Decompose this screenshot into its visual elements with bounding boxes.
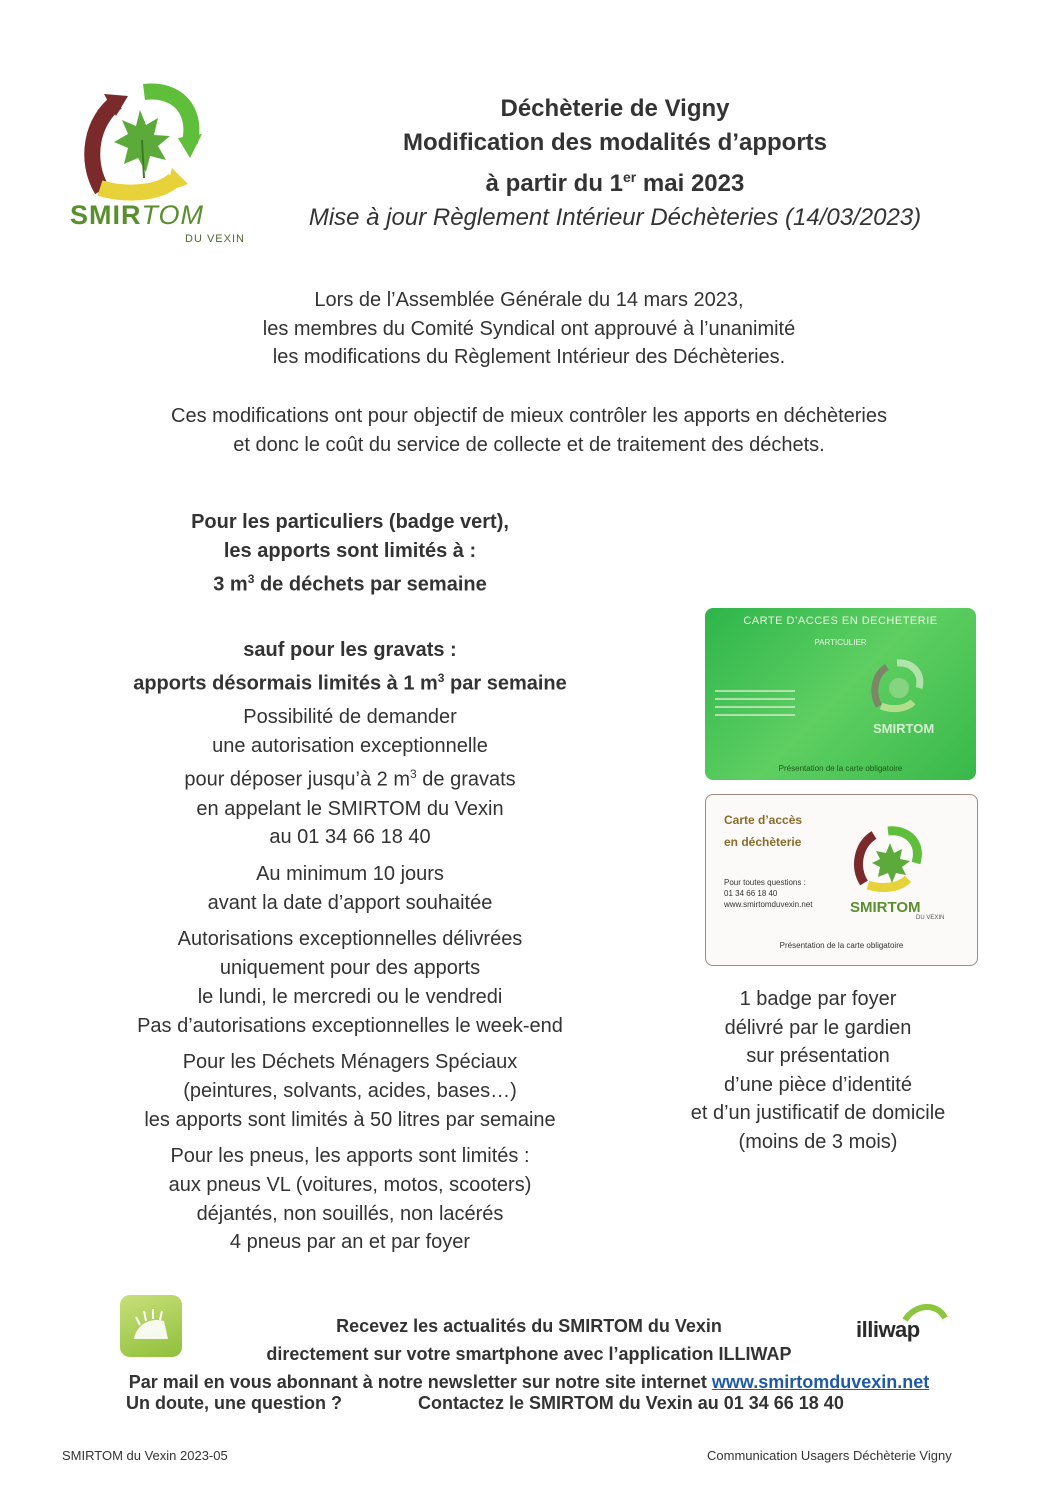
rule-line: Possibilité de demander xyxy=(243,705,457,728)
rules-column xyxy=(70,508,630,1265)
page-footer-left: SMIRTOM du Vexin 2023-05 xyxy=(62,1448,228,1463)
logo-name-b: TOM xyxy=(141,200,204,230)
page-header xyxy=(250,92,980,235)
rule-sup: 3 xyxy=(247,572,255,587)
intro-line: les modifications du Règlement Intérieur des Déchèteries. xyxy=(272,346,786,368)
rule-line: Au minimum 10 jours xyxy=(256,863,444,885)
card-logo-text: SMIRTOM xyxy=(850,899,921,916)
white-access-card xyxy=(705,794,978,966)
intro-line: Lors de l’Assemblée Générale du 14 mars 2023, xyxy=(314,289,744,311)
card-footer: Présentation de la carte obligatoire xyxy=(778,764,903,773)
card-info-line: Pour toutes questions : xyxy=(724,878,806,887)
rule-particuliers xyxy=(70,508,630,600)
rule-line: Autorisations exceptionnelles délivrées xyxy=(177,928,523,951)
question-text: Un doute, une question ? xyxy=(126,1393,342,1413)
rule-line: aux pneus VL (voitures, motos, scooters) xyxy=(168,1174,532,1197)
rule-text: de déchets par semaine xyxy=(254,574,487,597)
card-subtitle: PARTICULIER xyxy=(814,638,867,647)
badge-line: délivré par le gardien xyxy=(724,1016,912,1039)
card-info xyxy=(724,877,812,910)
badge-line: et d’un justificatif de domicile xyxy=(690,1102,946,1124)
smirtom-logo-icon xyxy=(846,825,936,905)
rule-line: Pas d’autorisations exceptionnelles le week-end xyxy=(137,1014,563,1037)
rule-days xyxy=(70,925,630,1040)
rule-line: le lundi, le mercredi ou le vendredi xyxy=(197,985,503,1008)
rule-line xyxy=(70,664,630,698)
rule-line: une autorisation exceptionnelle xyxy=(212,734,488,757)
header-title: Déchèterie de Vigny xyxy=(500,95,730,122)
contact-text: Contactez le SMIRTOM du Vexin au 01 34 66 18 40 xyxy=(418,1393,844,1413)
footer-info xyxy=(40,1312,1018,1396)
rule-pneus xyxy=(70,1142,630,1257)
footer-line xyxy=(40,1368,1018,1396)
footer-line: Recevez les actualités du SMIRTOM du Vexin xyxy=(336,1316,722,1336)
card-footer: Présentation de la carte obligatoire xyxy=(779,941,904,950)
card-logo-text: SMIRTOM xyxy=(873,721,935,736)
rule-text: pour déposer jusqu’à 2 m xyxy=(184,768,411,791)
smirtom-logo-icon xyxy=(865,658,935,728)
rule-line: Pour les Déchets Ménagers Spéciaux xyxy=(182,1051,518,1074)
rule-text: par semaine xyxy=(444,673,567,696)
rule-text: 3 m xyxy=(213,574,248,597)
intro-line: Ces modifications ont pour objectif de mieux contrôler les apports en déchèteries xyxy=(171,405,887,427)
page-footer-right: Communication Usagers Déchèterie Vigny xyxy=(707,1448,952,1463)
footer-line: directement sur votre smartphone avec l’application ILLIWAP xyxy=(266,1344,792,1364)
website-link[interactable]: www.smirtomduvexin.net xyxy=(711,1372,930,1392)
badge-line: d’une pièce d’identité xyxy=(724,1073,912,1096)
rule-line: Pour les particuliers (badge vert), xyxy=(191,511,509,533)
header-line2: Modification des modalités d’apports xyxy=(402,129,828,156)
rule-phone: au 01 34 66 18 40 xyxy=(269,826,431,849)
rule-text: apports désormais limités à 1 m xyxy=(133,673,438,696)
rule-line: 4 pneus par an et par foyer xyxy=(229,1231,471,1254)
badge-line: (moins de 3 mois) xyxy=(738,1130,898,1153)
rule-sup: 3 xyxy=(410,767,417,782)
rule-sup: 3 xyxy=(437,671,445,686)
illiwap-logo-text: illiwap xyxy=(856,1317,920,1342)
rule-gravats xyxy=(70,636,630,699)
intro-line: les membres du Comité Syndical ont approuvé à l’unanimité xyxy=(262,317,796,340)
card-title-line: Carte d’accès xyxy=(724,813,803,827)
rule-line: en appelant le SMIRTOM du Vexin xyxy=(196,797,504,820)
intro-line: et donc le coût du service de collecte et de traitement des déchets. xyxy=(233,433,825,456)
rule-line: les apports sont limités à : xyxy=(223,539,477,562)
rule-line: (peintures, solvants, acides, bases…) xyxy=(183,1079,517,1102)
rule-line xyxy=(70,565,630,599)
rule-dms xyxy=(70,1048,630,1134)
card-logo-subtitle: DU VEXIN xyxy=(916,915,945,921)
green-access-card xyxy=(705,608,976,780)
header-line3-a: à partir du 1 xyxy=(485,170,624,197)
badge-info xyxy=(648,985,988,1156)
badge-line: sur présentation xyxy=(746,1045,890,1067)
rule-line: uniquement pour des apports xyxy=(219,957,481,980)
rule-line: sauf pour les gravats : xyxy=(243,638,457,661)
header-line3 xyxy=(250,160,980,201)
badge-line: 1 badge par foyer xyxy=(739,988,897,1010)
rule-line: avant la date d’apport souhaitée xyxy=(207,891,493,914)
card-title xyxy=(724,809,802,853)
rule-line: Pour les pneus, les apports sont limités : xyxy=(170,1145,530,1168)
logo-subtitle: DU VEXIN xyxy=(185,233,245,245)
intro-paragraph-1 xyxy=(100,286,958,372)
card-title: CARTE D’ACCES EN DECHETERIE xyxy=(743,615,938,627)
logo-name xyxy=(70,200,204,231)
card-website: www.smirtomduvexin.net xyxy=(724,900,813,909)
rule-line: déjantés, non souillés, non lacérés xyxy=(196,1202,504,1225)
rule-exception xyxy=(70,703,630,852)
header-line3-b: mai 2023 xyxy=(636,170,745,197)
rule-line xyxy=(70,760,630,794)
card-phone: 01 34 66 18 40 xyxy=(724,889,778,898)
intro-paragraph-2 xyxy=(90,402,968,459)
card-faint-lines xyxy=(715,684,795,722)
rule-text: de gravats xyxy=(416,768,516,791)
rule-line: les apports sont limités à 50 litres par semaine xyxy=(144,1108,556,1131)
footer-text: Par mail en vous abonnant à notre newsletter sur notre site internet xyxy=(128,1372,712,1392)
header-subtitle: Mise à jour Règlement Intérieur Déchèteries (14/03/2023) xyxy=(308,204,922,231)
logo-name-a: SMIR xyxy=(70,200,142,230)
card-title-line: en déchèterie xyxy=(724,835,802,849)
header-line3-sup: er xyxy=(623,169,637,185)
rule-delay xyxy=(70,860,630,917)
